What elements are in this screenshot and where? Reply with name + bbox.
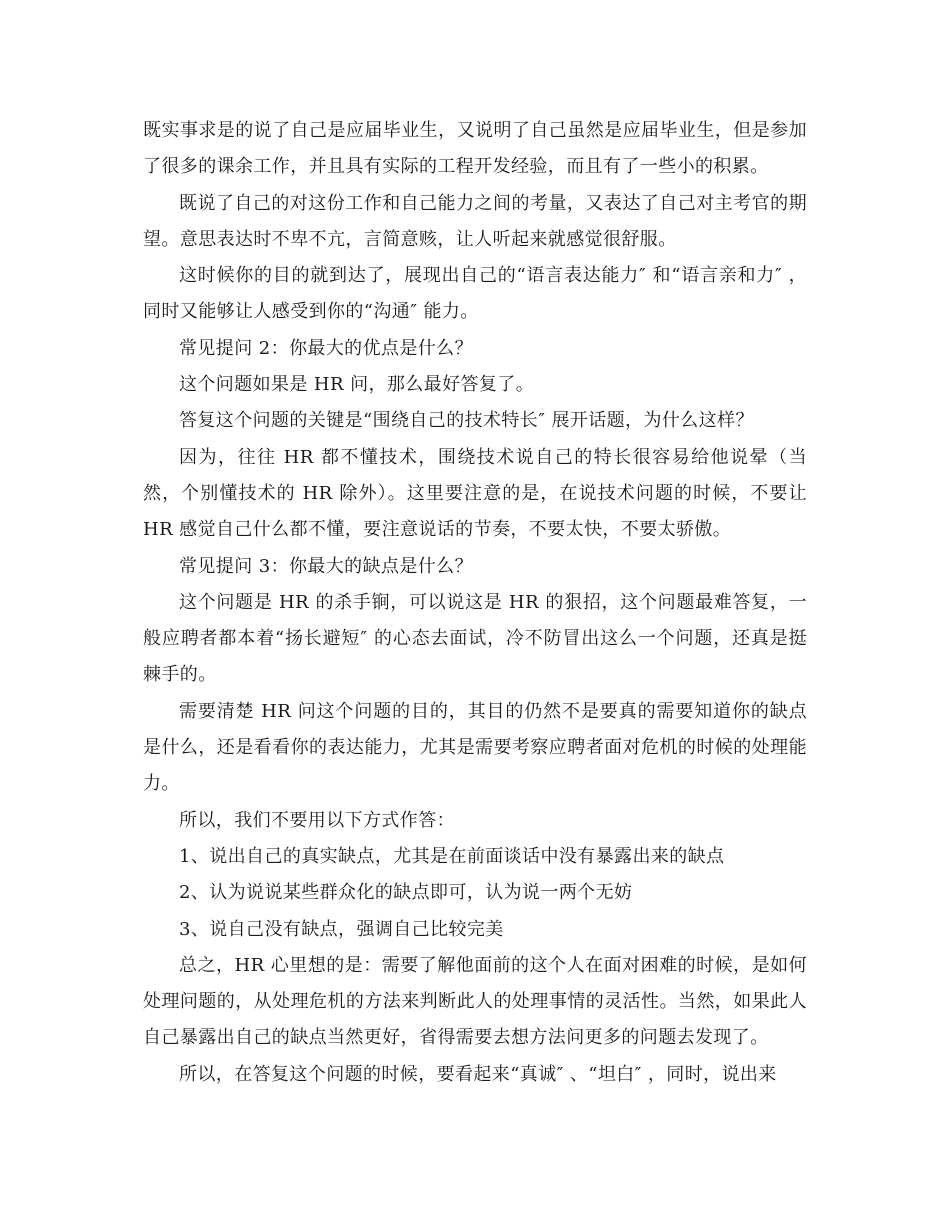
paragraph: 需要清楚 HR 问这个问题的目的，其目的仍然不是要真的需要知道你的缺点是什么，还是看看你的表达能力，尤其是需要考察应聘者面对危机的时候的处理能力。 xyxy=(143,700,807,795)
paragraph: 这个问题是 HR 的杀手锏，可以说这是 HR 的狠招，这个问题最难答复，一般应聘者都本着“扬长避短″ 的心态去面试，冷不防冒出这么一个问题，还真是挺棘手的。 xyxy=(143,591,807,686)
paragraph: 总之，HR 心里想的是：需要了解他面前的这个人在面对困难的时候，是如何处理问题的，从处理危机的方法来判断此人的处理事情的灵活性。当然，如果此人自己暴露出自己的缺点当然更好，省得需要去想方法问更多的问题去发现了。 xyxy=(143,954,807,1049)
paragraph: 这时候你的目的就到达了，展现出自己的“语言表达能力″ 和“语言亲和力″ ，同时又能够让人感受到你的“沟通″ 能力。 xyxy=(143,265,807,323)
paragraph: 所以，我们不要用以下方式作答： xyxy=(179,809,455,831)
list-item: 2、认为说说某些群众化的缺点即可，认为说一两个无妨 xyxy=(179,882,633,904)
list-item: 1、说出自己的真实缺点，尤其是在前面谈话中没有暴露出来的缺点 xyxy=(179,845,725,867)
paragraph: 这个问题如果是 HR 问，那么最好答复了。 xyxy=(179,374,535,396)
paragraph: 既实事求是的说了自己是应届毕业生，又说明了自己虽然是应届毕业生，但是参加了很多的课余工作，并且具有实际的工程开发经验，而且有了一些小的积累。 xyxy=(143,120,807,178)
paragraph-heading: 常见提问 3：你最大的缺点是什么？ xyxy=(179,555,473,577)
paragraph: 所以，在答复这个问题的时候，要看起来“真诚″ 、“坦白″ ，同时，说出来 xyxy=(179,1063,777,1085)
paragraph: 因为，往往 HR 都不懂技术，围绕技术说自己的特长很容易给他说晕（当然，个别懂技术的 HR 除外）。这里要注意的是，在说技术问题的时候，不要让 HR 感觉自己什么都不懂，要注意说话的节奏，不要太快，不要太骄傲。 xyxy=(143,446,807,541)
paragraph: 答复这个问题的关键是“围绕自己的技术特长″ 展开话题，为什么这样？ xyxy=(179,410,754,432)
document-body xyxy=(143,113,807,1093)
list-item: 3、说自己没有缺点，强调自己比较完美 xyxy=(179,918,504,940)
paragraph: 既说了自己的对这份工作和自己能力之间的考量，又表达了自己对主考官的期望。意思表达时不卑不亢，言简意赅，让人听起来就感觉很舒服。 xyxy=(143,192,807,250)
paragraph-heading: 常见提问 2：你最大的优点是什么？ xyxy=(179,337,473,359)
